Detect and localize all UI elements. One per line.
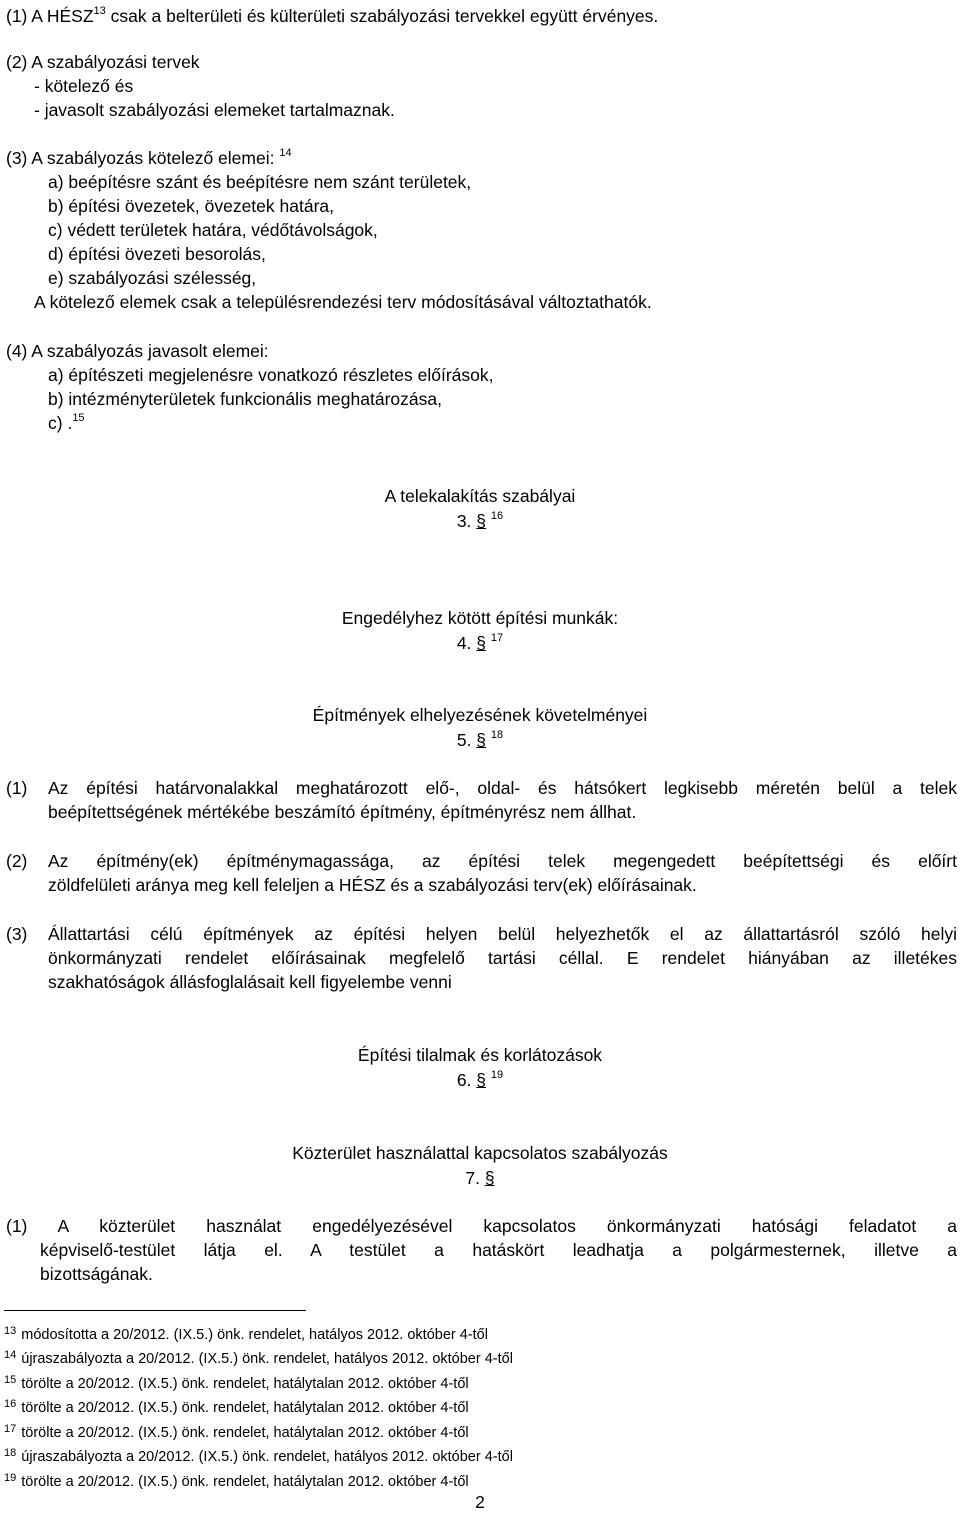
section-title: A telekalakítás szabályai — [384, 486, 576, 506]
paragraph-line: beépítettségének mértékébe beszámító építmény, építményrész nem állhat. — [48, 802, 637, 822]
paragraph-line: szakhatóságok állásfoglalásait kell figyelembe venni — [48, 972, 452, 992]
paragraph-2-4: (4) A szabályozás javasolt elemei: — [6, 341, 269, 361]
paragraph-line: képviselő-testület látja el. A testület a hatáskört leadhatja a polgármesternek, illetve a — [40, 1240, 957, 1260]
footnote-ref-18[interactable]: 18 — [490, 729, 504, 741]
page-number: 2 — [475, 1492, 485, 1512]
section-title: Közterület használattal kapcsolatos szabályozás — [292, 1143, 668, 1163]
paragraph-line: Az építmény(ek) építménymagassága, az építési telek megengedett beépítettségi és előírt — [48, 851, 957, 871]
list-item: b) építési övezetek, övezetek határa, — [48, 196, 334, 216]
section-title: Építési tilalmak és korlátozások — [357, 1045, 603, 1065]
footnote: $^{14}$ újraszabályozta a 20/2012. (IX.5.) önk. rendelet, hatályos 2012. október 4-től — [4, 1349, 513, 1367]
paragraph-number: (3) — [6, 924, 28, 944]
section-number: 4. § $^{17}$ — [456, 632, 504, 653]
list-item: d) építési övezeti besorolás, — [48, 244, 266, 264]
footnote: $^{13}$ módosította a 20/2012. (IX.5.) önk. rendelet, hatályos 2012. október 4-től — [4, 1325, 488, 1343]
list-item: b) intézményterületek funkcionális meghatározása, — [48, 389, 442, 409]
footnote-ref-19[interactable]: 19 — [490, 1069, 504, 1081]
section-title: Engedélyhez kötött építési munkák: — [341, 608, 619, 628]
paragraph-line: zöldfelületi aránya meg kell feleljen a HÉSZ és a szabályozási terv(ek) előírásainak. — [48, 875, 697, 895]
footnote-separator — [4, 1310, 306, 1311]
footnote: $^{16}$ törölte a 20/2012. (IX.5.) önk. rendelet, hatálytalan 2012. október 4-től — [4, 1398, 469, 1416]
footnote: $^{19}$ törölte a 20/2012. (IX.5.) önk. rendelet, hatálytalan 2012. október 4-től — [4, 1472, 469, 1490]
paragraph-line: (1) A közterület használat engedélyezésével kapcsolatos önkormányzati hatósági feladatot a — [6, 1216, 957, 1236]
paragraph-number: (1) — [6, 778, 28, 798]
paragraph-line: bizottságának. — [40, 1264, 153, 1284]
list-item: c) .$^{15}$ — [48, 412, 85, 433]
section-number: 3. § $^{16}$ — [456, 510, 504, 531]
section-number: 7. § — [465, 1168, 495, 1188]
footnote-ref-13[interactable]: 13 — [93, 5, 106, 17]
list-item: a) építészeti megjelenésre vonatkozó részletes előírások, — [48, 365, 494, 385]
footnote-ref-17[interactable]: 17 — [490, 632, 504, 644]
paragraph-2-3: (3) A szabályozás kötelező elemei: $^{14}$ — [6, 147, 292, 168]
paragraph-line: Az építési határvonalakkal meghatározott elő-, oldal- és hátsókert legkisebb méretén belül a telek — [48, 778, 957, 798]
list-item: - kötelező és — [34, 76, 134, 96]
footnote: $^{15}$ törölte a 20/2012. (IX.5.) önk. rendelet, hatálytalan 2012. október 4-től — [4, 1374, 469, 1392]
paragraph-2-1: (1) A HÉSZ$^{13}$ csak a belterületi és külterületi szabályozási tervekkel együtt érvényes. — [6, 5, 659, 26]
paragraph-note: A kötelező elemek csak a településrendezési terv módosításával változtathatók. — [34, 292, 652, 312]
footnote: $^{18}$ újraszabályozta a 20/2012. (IX.5.) önk. rendelet, hatályos 2012. október 4-től — [4, 1447, 513, 1465]
footnote-ref-15[interactable]: 15 — [72, 412, 85, 424]
list-item: e) szabályozási szélesség, — [48, 268, 257, 288]
paragraph-line: önkormányzati rendelet előírásainak megfelelő tartási céllal. E rendelet hiányában az illetékes — [48, 948, 957, 968]
section-title: Építmények elhelyezésének követelményei — [312, 705, 648, 725]
list-item: c) védett területek határa, védőtávolságok, — [48, 220, 378, 240]
footnote-ref-14[interactable]: 14 — [279, 147, 292, 159]
paragraph-2-2: (2) A szabályozási tervek — [6, 52, 200, 72]
footnote: $^{17}$ törölte a 20/2012. (IX.5.) önk. rendelet, hatálytalan 2012. október 4-től — [4, 1423, 469, 1441]
list-item: - javasolt szabályozási elemeket tartalmaznak. — [34, 100, 395, 120]
list-item: a) beépítésre szánt és beépítésre nem szánt területek, — [48, 172, 472, 192]
section-number: 5. § $^{18}$ — [456, 729, 504, 750]
paragraph-number: (2) — [6, 851, 28, 871]
paragraph-line: Állattartási célú építmények az építési helyen belül helyezhetők el az állattartásról szóló helyi — [48, 924, 957, 944]
section-number: 6. § $^{19}$ — [456, 1069, 504, 1090]
footnote-ref-16[interactable]: 16 — [490, 510, 504, 522]
